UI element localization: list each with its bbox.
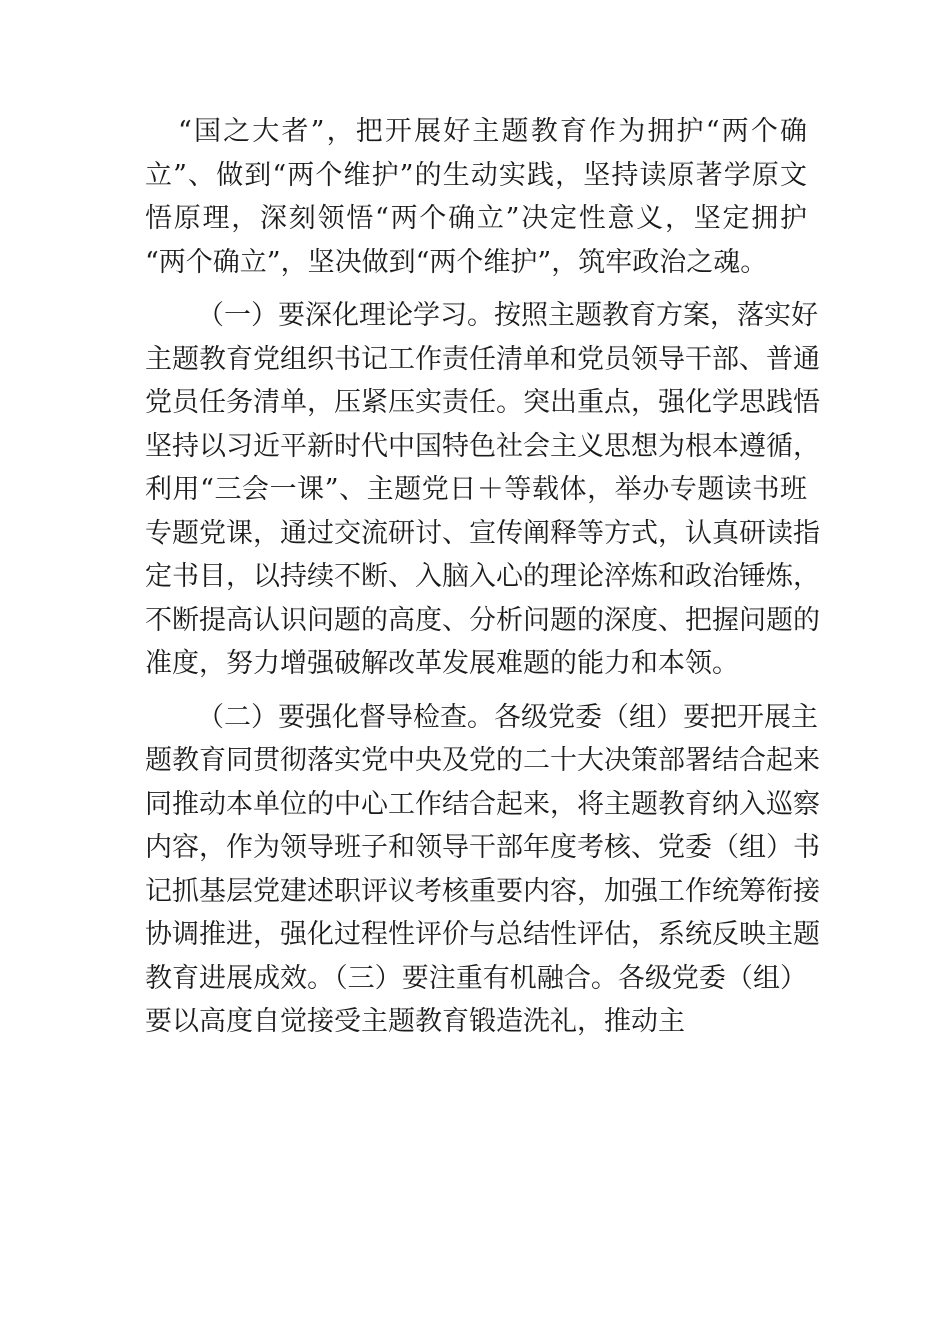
text-line: 题教育同贯彻落实党中央及党的二十大决策部署结合起来	[145, 745, 820, 776]
text-line: “国之大者”，把开展好主题教育作为拥护“两个确	[178, 116, 807, 147]
text-line: 教育进展成效。（三）要注重有机融合。各级党委（组）	[145, 962, 807, 994]
text-line: 专题党课，通过交流研讨、宣传阐释等方式，认真研读指	[145, 517, 820, 549]
text-line: 记抓基层党建述职评议考核重要内容，加强工作统筹衔接	[145, 875, 820, 907]
text-line: 协调推进，强化过程性评价与总结性评估，系统反映主题	[145, 919, 820, 950]
text-line: “两个确立”，坚决做到“两个维护”，筑牢政治之魂。	[145, 246, 768, 278]
text-line: 立”、做到“两个维护”的生动实践，坚持读原著学原文	[145, 159, 807, 191]
text-line: 内容，作为领导班子和领导干部年度考核、党委（组）书	[145, 832, 820, 863]
text-line: 悟原理，深刻领悟“两个确立”决定性意义，坚定拥护	[145, 203, 807, 234]
text-line: （一）要深化理论学习。按照主题教育方案，落实好	[197, 300, 818, 331]
text-line: 党员任务清单，压紧压实责任。突出重点，强化学思践悟	[145, 387, 820, 418]
document-body	[145, 110, 820, 1054]
text-line: 定书目，以持续不断、入脑入心的理论淬炼和政治锤炼，	[145, 561, 820, 592]
text-line: 坚持以习近平新时代中国特色社会主义思想为根本遵循，	[145, 430, 820, 462]
paragraph-section-2	[145, 696, 820, 1044]
paragraph-section-1	[145, 294, 820, 686]
text-line: 要以高度自觉接受主题教育锻造洗礼，推动主	[145, 1006, 685, 1037]
text-line: 同推动本单位的中心工作结合起来，将主题教育纳入巡察	[145, 788, 820, 820]
text-line: （二）要强化督导检查。各级党委（组）要把开展主	[197, 701, 818, 733]
text-line: 主题教育党组织书记工作责任清单和党员领导干部、普通	[145, 343, 820, 375]
text-line: 利用“三会一课”、主题党日＋等载体，举办专题读书班	[145, 474, 807, 505]
text-line: 不断提高认识问题的高度、分析问题的深度、把握问题的	[145, 604, 820, 636]
text-line: 准度，努力增强破解改革发展难题的能力和本领。	[145, 648, 739, 679]
paragraph-intro	[145, 110, 807, 284]
